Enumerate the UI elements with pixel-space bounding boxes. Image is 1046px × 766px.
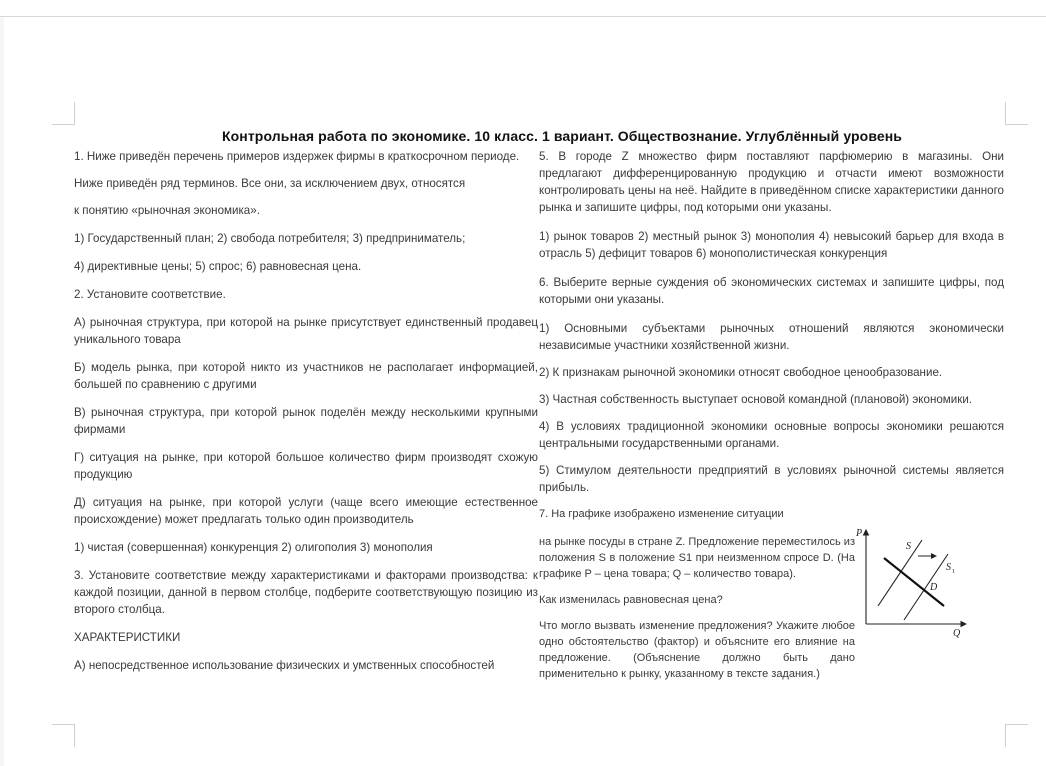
question-7-question-1: Как изменилась равновесная цена? (539, 594, 723, 606)
supply-label-s: S (906, 541, 911, 552)
question-6-statement-4: 4) В условиях традиционной экономики основные вопросы экономики решаются центральными государственными органами. (539, 420, 1004, 450)
axis-y-label: P (856, 528, 863, 539)
question-2-item-v: В) рыночная структура, при которой рынок поделён между несколькими крупными фирмами (74, 406, 538, 436)
question-1-options-b: 4) директивные цены; 5) спрос; 6) равновесная цена. (74, 260, 362, 273)
question-6-statement-2: 2) К признакам рыночной экономики относят свободное ценообразование. (539, 366, 943, 379)
page-top-border (0, 16, 1046, 17)
supply-label-s1: S (946, 562, 951, 573)
left-column (74, 148, 538, 674)
question-1-terms-intro: Ниже приведён ряд терминов. Все они, за исключением двух, относятся (74, 177, 466, 190)
question-3-title: 3. Установите соответствие между характеристиками и факторами производства: к каждой позиции, данной в первом столбце, подберите соответствующую позицию из второго столбца. (74, 569, 538, 616)
margin-mark-bottom-left (52, 724, 75, 747)
supply-line-s1 (904, 554, 948, 620)
question-6-statement-1: 1) Основными субъектами рыночных отношений являются экономически независимые участники хозяйственной жизни. (539, 322, 1004, 352)
question-1-intro: 1. Ниже приведён перечень примеров издержек фирмы в краткосрочном периоде. (74, 150, 520, 163)
question-2-item-d: Д) ситуация на рынке, при которой услуги (чаще всего имеющие естественное происхождение) может предлагать только один производитель (74, 496, 538, 526)
question-3-item-a: А) непосредственное использование физических и умственных способностей (74, 659, 495, 672)
supply-line-s (878, 540, 922, 606)
question-2-title: 2. Установите соответствие. (74, 288, 226, 301)
question-2-item-b: Б) модель рынка, при которой никто из участников не располагает информацией, большей по сравнению с другими (74, 361, 538, 391)
question-2-options: 1) чистая (совершенная) конкуренция 2) олигополия 3) монополия (74, 541, 433, 554)
question-6-statement-5: 5) Стимулом деятельности предприятий в условиях рыночной системы является прибыль. (539, 464, 1004, 494)
margin-mark-top-right (1005, 102, 1028, 125)
axis-x-label: Q (953, 628, 961, 639)
demand-label-d: D (930, 582, 938, 593)
question-7-title: 7. На графике изображено изменение ситуации (539, 508, 784, 520)
question-6-statement-3: 3) Частная собственность выступает основой командной (плановой) экономики. (539, 393, 973, 406)
question-7-question-2: Что могло вызвать изменение предложения? Укажите любое одно обстоятельство (фактор) и объясните его влияние на предложение. (Объяснение должно быть дано применительно к рынку, указанному в тексте задания.) (539, 620, 855, 680)
supply-label-s1-subscript: 1 (952, 569, 955, 575)
question-5-text: 5. В городе Z множество фирм поставляют парфюмерию в магазины. Они предлагают дифференцированную продукцию и отчасти имеют возможности контролировать цены на неё. Найдите в приведённом списке характеристики данного рынка и запишите цифры, под которыми они указаны. (539, 150, 1004, 214)
question-1-options-a: 1) Государственный план; 2) свобода потребителя; 3) предприниматель; (74, 232, 466, 245)
supply-demand-graph (852, 524, 972, 640)
question-5-options: 1) рынок товаров 2) местный рынок 3) монополия 4) невысокий барьер для входа в отрасль 5) дефицит товаров 6) монополистическая конкуренция (539, 230, 1004, 260)
question-3-header: ХАРАКТЕРИСТИКИ (74, 631, 181, 644)
question-2-item-a: А) рыночная структура, при которой на рынке присутствует единственный продавец уникального товара (74, 316, 538, 346)
question-1-terms-intro-cont: к понятию «рыночная экономика». (74, 204, 260, 217)
question-7-text: на рынке посуды в стране Z. Предложение переместилось из положения S в положение S1 при неизменном спросе D. (На графике P – цена товара; Q – количество товара). (539, 536, 855, 580)
question-2-item-g: Г) ситуация на рынке, при которой большое количество фирм производят схожую продукцию (74, 451, 538, 481)
question-6-text: 6. Выберите верные суждения об экономических системах и запишите цифры, под которыми они указаны. (539, 276, 1004, 306)
document-title: Контрольная работа по экономике. 10 класс. 1 вариант. Обществознание. Углублённый уровень (222, 128, 902, 144)
margin-mark-bottom-right (1005, 724, 1028, 747)
margin-mark-top-left (52, 102, 75, 125)
